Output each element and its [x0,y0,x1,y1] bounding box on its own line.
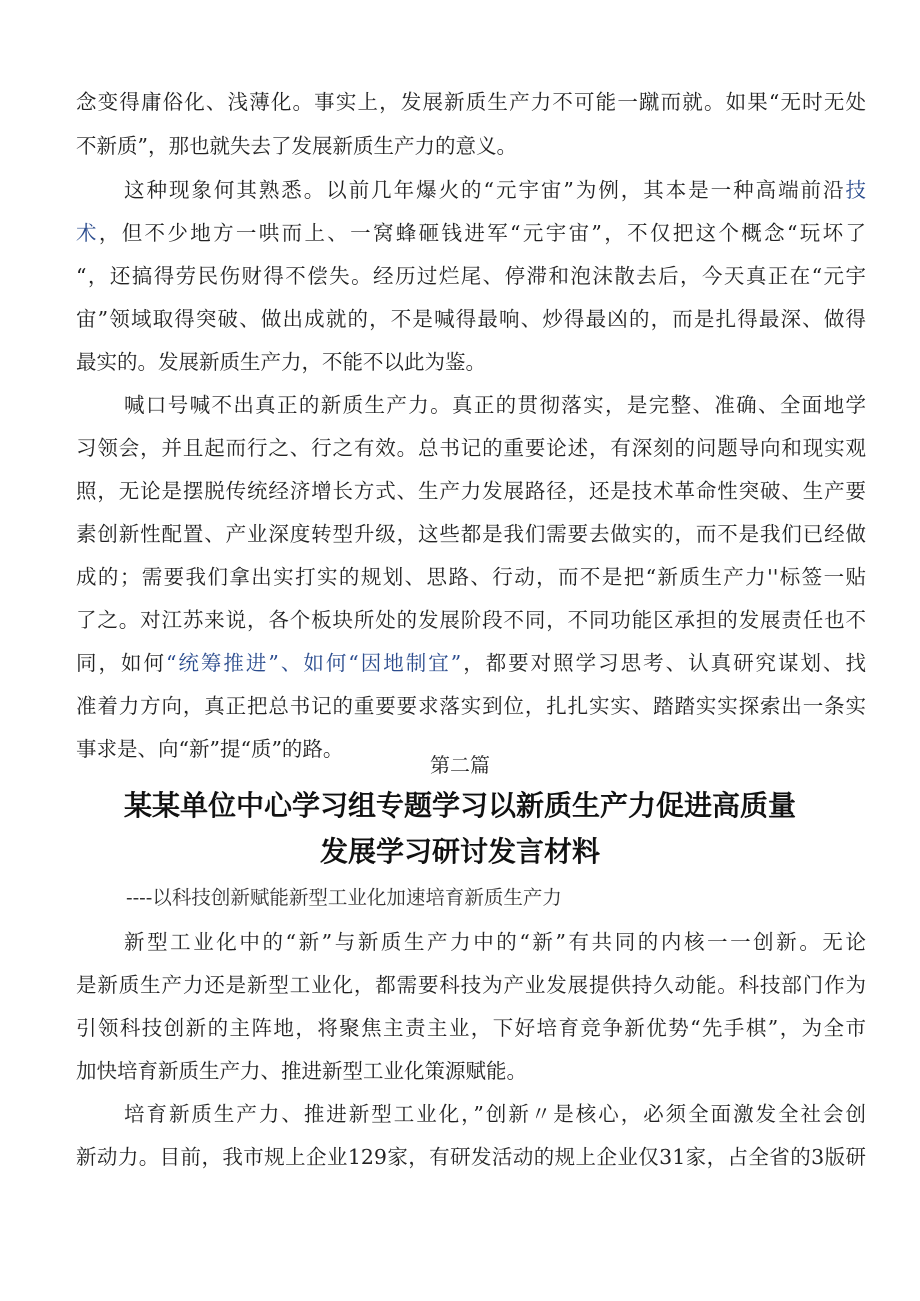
paragraph-line: 素创新性配置、产业深度转型升级，这些都是我们需要去做实的，而不是我们已经做 [76,522,866,546]
paragraph-line: 念变得庸俗化、浅薄化。事实上，发展新质生产力不可能一蹴而就。如果“无时无处 [76,90,866,114]
paragraph-line: 宙”领域取得突破、做出成就的，不是喊得最响、炒得最凶的，而是扎得最深、做得 [76,307,866,331]
highlighted-text: 技 [845,178,866,202]
section-label: 第二篇 [430,753,490,777]
paragraph-line: 准着力方向，真正把总书记的重要要求落实到位，扎扎实实、踏踏实实探索出一条实 [76,694,866,718]
paragraph-line: 新动力。目前，我市规上企业129家，有研发活动的规上企业仅31家，占全省的3版研 [76,1145,866,1169]
paragraph-line [76,649,866,679]
paragraph-line: 了之。对江苏来说，各个板块所处的发展阶段不同，不同功能区承担的发展责任也不 [76,608,866,632]
paragraph-text: ，但不少地方一哄而上、一窝蜂砸钱进军“元宇宙”，不仅把这个概念“玩坏了 [98,221,867,245]
paragraph-line: 不新质”，那也就失去了发展新质生产力的意义。 [76,134,517,158]
paragraph-line: “，还搞得劳民伤财得不偿失。经历过烂尾、停滞和泡沫散去后，今天真正在“元宇 [76,264,866,288]
document-title-line-1: 某某单位中心学习组专题学习以新质生产力促进高质量 [123,789,796,822]
paragraph-line: 事求是、向“新”提“质”的路。 [76,737,344,761]
document-subtitle: ----以科技创新赋能新型工业化加速培育新质生产力 [126,886,562,909]
highlighted-text: “统筹推进”、如何“因地制宜” [165,651,462,675]
paragraph-line [124,176,866,206]
paragraph-line: 成的；需要我们拿出实打实的规划、思路、行动，而不是把“新质生产力''标签一贴 [76,565,866,589]
paragraph-line: 引领科技创新的主阵地，将聚焦主责主业，下好培育竞争新优势“先手棋”，为全市 [76,1016,866,1040]
paragraph-text: ，都要对照学习思考、认真研究谋划、找 [461,651,867,675]
paragraph-line [76,219,866,249]
paragraph-line: 习领会，并且起而行之、行之有效。总书记的重要论述，有深刻的问题导向和现实观 [76,436,866,460]
paragraph-line: 照，无论是摆脱传统经济增长方式、生产力发展路径，还是技术革命性突破、生产要 [76,479,866,503]
paragraph-line: 是新质生产力还是新型工业化，都需要科技为产业发展提供持久动能。科技部门作为 [76,973,866,997]
document-title-line-2: 发展学习研讨发言材料 [319,835,600,868]
paragraph-line: 喊口号喊不出真正的新质生产力。真正的贯彻落实，是完整、准确、全面地学 [124,393,866,417]
paragraph-text: 这种现象何其熟悉。以前几年爆火的“元宇宙”为例，其本是一种高端前沿 [124,178,846,202]
paragraph-line: 新型工业化中的“新”与新质生产力中的“新”有共同的内核一一创新。无论 [124,930,866,954]
highlighted-text: 术 [76,221,99,245]
paragraph-line: 最实的。发展新质生产力，不能不以此为鉴。 [76,350,486,374]
paragraph-text: 同，如何 [76,651,166,675]
paragraph-line: 培育新质生产力、推进新型工业化，”创新〃是核心，必须全面激发全社会创 [124,1102,866,1126]
paragraph-line: 加快培育新质生产力、推进新型工业化策源赋能。 [76,1059,527,1083]
